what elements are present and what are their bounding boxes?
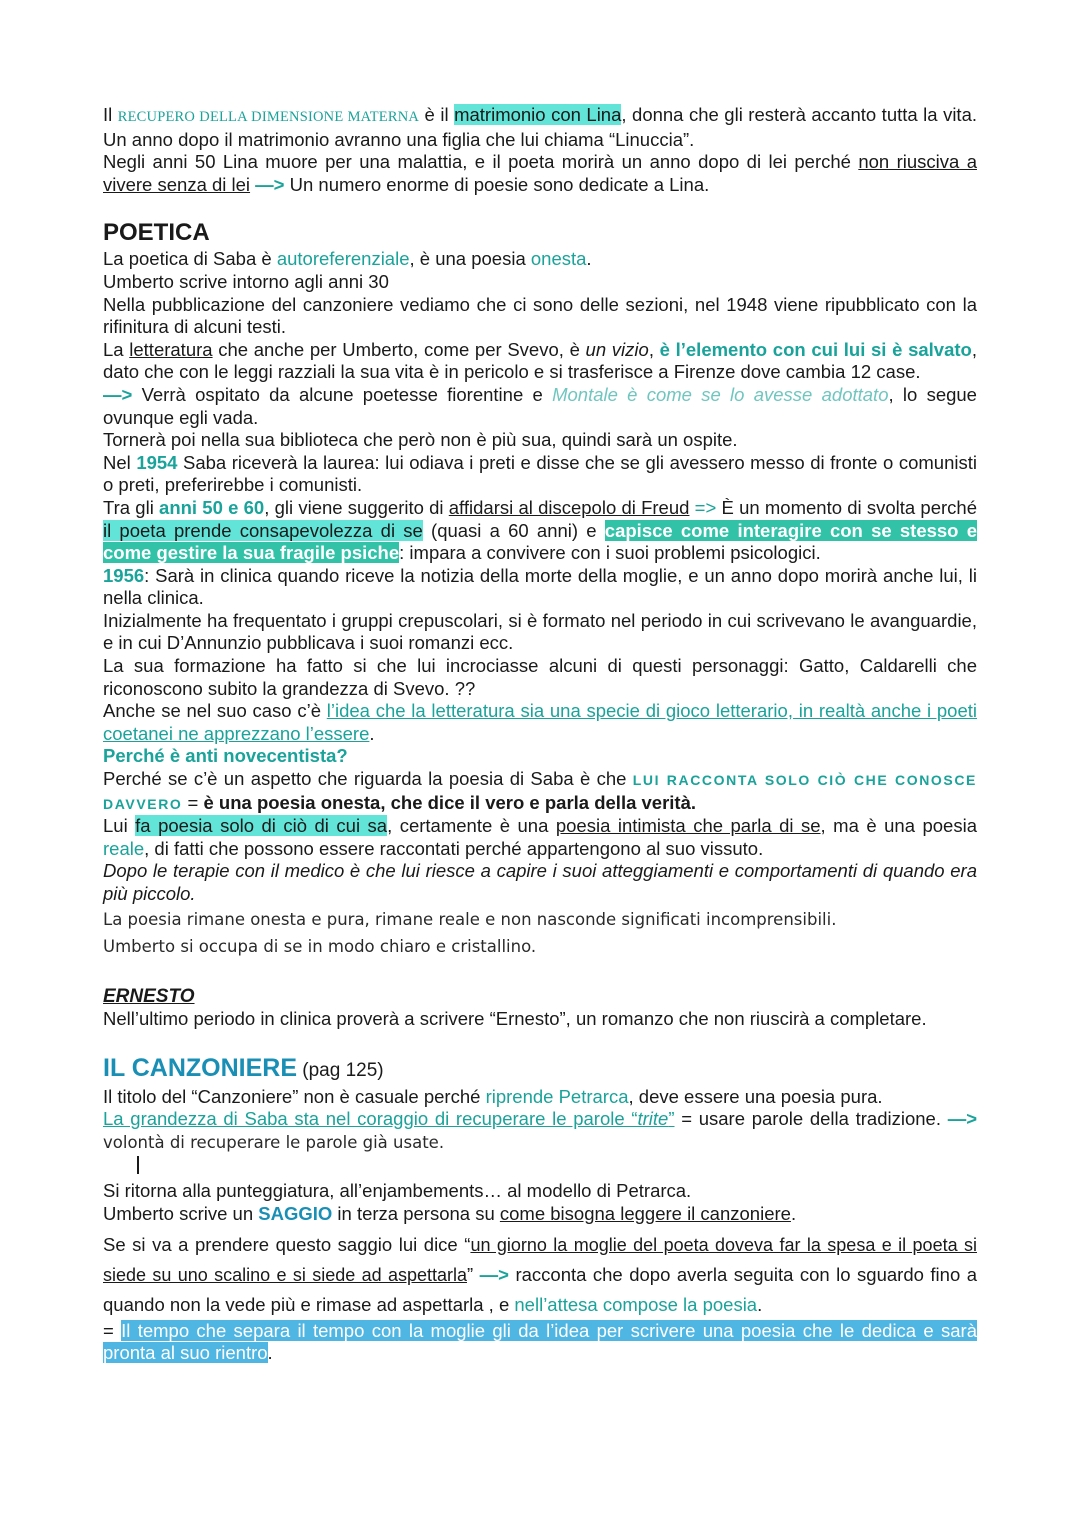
paragraph-ospitato: —> Verrà ospitato da alcune poetesse fiorentine e Montale è come se lo avesse adottato, lo segue ovunque egli vada. — [103, 383, 977, 428]
paragraph-onesta-pura: La poesia rimane onesta e pura, rimane reale e non nasconde significati incomprensibili. — [103, 909, 837, 929]
small-caps-heading: RECUPERO DELLA DIMENSIONE MATERNA — [117, 109, 420, 125]
document-page — [103, 104, 977, 1365]
paragraph-terapie: Dopo le terapie con il medico è che lui riesce a capire i suoi atteggiamenti e comportamenti di quando era più piccolo. — [103, 860, 977, 904]
paragraph-ernesto: Nell’ultimo periodo in clinica proverà a scrivere “Ernesto”, un romanzo che non riuscirà a completare. — [103, 1008, 927, 1030]
paragraph-gioco: Anche se nel suo caso c’è l’idea che la letteratura sia una specie di gioco letterario, in realtà anche i poeti coetanei ne apprezzano l’essere. — [103, 700, 978, 744]
highlight: fa poesia solo di ciò di cui sa — [135, 815, 388, 837]
paragraph-letteratura: La letteratura che anche per Umberto, come per Svevo, è un vizio, è l’elemento con cui lui si è salvato, dato che con le leggi razziali la sua vita è in pericolo e si trasferisce a Firenze dove cambia 12 case. — [103, 338, 977, 383]
highlight: capisce come interagire con se stesso e come gestire la sua fragile psiche — [103, 519, 977, 564]
heading-canzoniere: IL CANZONIERE (pag 125) — [103, 1053, 384, 1082]
heading-poetica: POETICA — [103, 219, 210, 247]
paragraph-anni-30: Umberto scrive intorno agli anni 30 — [103, 270, 389, 292]
paragraph-parole-trite: La grandezza di Saba sta nel coraggio di recuperare le parole “trite” = usare parole della tradizione. —> volontà di recuperare le parole già usate. — [103, 1108, 977, 1153]
paragraph-formazione: La sua formazione ha fatto si che lui incrociasse alcuni di questi personaggi: Gatto, Caldarelli che riconoscono subito la grandezza di Svevo. ?? — [103, 655, 977, 699]
paragraph-freud: Tra gli anni 50 e 60, gli viene suggerito di affidarsi al discepolo di Freud => È un momento di svolta perché il poeta prende consapevolezza di se (quasi a 60 anni) e capisce come interagire con se stesso e come gestire la sua fragile psiche: impara a convivere con i suoi problemi psicologici. — [103, 496, 977, 564]
arrow-icon: => — [689, 496, 722, 518]
paragraph-1956: 1956: Sarà in clinica quando riceve la notizia della morte della moglie, e un anno dopo morirà anche lui, li nella clinica. — [103, 564, 977, 609]
paragraph-rientro: = Il tempo che separa il tempo con la moglie gli da l’idea per scrivere una poesia che le dedica e sarà pronta al suo rientro. — [103, 1319, 977, 1364]
paragraph-lina: Negli anni 50 Lina muore per una malattia, e il poeta morirà un anno dopo di lei perché non riusciva a vivere senza di lei —> Un numero enorme di poesie sono dedicate a Lina. — [103, 151, 977, 195]
highlight: Il tempo che separa il tempo con la moglie gli da l’idea per scrivere una poesia che le dedica e sarà pronta al suo rientro — [103, 1319, 977, 1364]
paragraph-saggio: Umberto scrive un SAGGIO in terza persona su come bisogna leggere il canzoniere. — [103, 1202, 797, 1224]
paragraph-scalino: Se si va a prendere questo saggio lui dice “un giorno la moglie del poeta doveva far la spesa e il poeta si siede su uno scalino e si siede ad aspettarla” —> racconta che dopo averla seguita con lo sguardo fino a quando non la vede più e rimase ad aspettarla , e nell’attesa compose la poesia. — [103, 1233, 978, 1315]
heading-ernesto: ERNESTO — [103, 985, 195, 1007]
paragraph-pubblicazione: Nella pubblicazione del canzoniere vediamo che ci sono delle sezioni, nel 1948 viene ripubblicato con la rifinitura di alcuni testi. — [103, 293, 977, 338]
arrow-icon: —> — [479, 1263, 509, 1285]
highlight: il poeta prende consapevolezza di se — [103, 519, 423, 541]
paragraph-biblioteca: Tornerà poi nella sua biblioteca che però non è più sua, quindi sarà un ospite. — [103, 429, 738, 451]
paragraph-titolo: Il titolo del “Canzoniere” non è casuale perché riprende Petrarca, deve essere una poesia pura. — [103, 1085, 883, 1107]
cursor-bar-icon — [137, 1156, 139, 1174]
paragraph-cristallino: Umberto si occupa di se in modo chiaro e cristallino. — [103, 936, 537, 956]
arrow-icon: —> — [947, 1108, 977, 1130]
highlight: matrimonio con Lina — [454, 104, 622, 125]
paragraph-laurea: Nel 1954 Saba riceverà la laurea: lui odiava i preti e disse che se gli avessero messo di fronte o comunisti o preti, preferirebbe i comunisti. — [103, 451, 977, 496]
paragraph-conosce: Perché se c’è un aspetto che riguarda la poesia di Saba è che LUI RACCONTA SOLO CIÒ CHE CONOSCE DAVVERO = è una poesia onesta, che dice il vero e parla della verità. — [103, 768, 977, 813]
paragraph-punteggiatura: Si ritorna alla punteggiatura, all’enjambements… al modello di Petrarca. — [103, 1180, 692, 1202]
subheading-anti-novecentista: Perché è anti novecentista? — [103, 745, 348, 767]
arrow-icon: —> — [250, 173, 290, 195]
paragraph-intimista: Lui fa poesia solo di ciò di cui sa, certamente è una poesia intimista che parla di se, ma è una poesia reale, di fatti che possono essere raccontati perché appartengono al suo vissuto. — [103, 815, 977, 859]
paragraph-crepuscolari: Inizialmente ha frequentato i gruppi crepuscolari, si è formato nel periodo in cui scrivevano le avanguardie, e in cui D’Annunzio pubblicava i suoi romanzi ecc. — [103, 609, 977, 654]
arrow-icon: —> — [103, 383, 142, 405]
paragraph-matrimonio: Il RECUPERO DELLA DIMENSIONE MATERNA è il matrimonio con Lina, donna che gli resterà accanto tutta la vita. Un anno dopo il matrimonio avranno una figlia che lui chiama “Linuccia”. — [103, 104, 977, 150]
paragraph-autoreferenziale: La poetica di Saba è autoreferenziale, è una poesia onesta. — [103, 248, 592, 270]
